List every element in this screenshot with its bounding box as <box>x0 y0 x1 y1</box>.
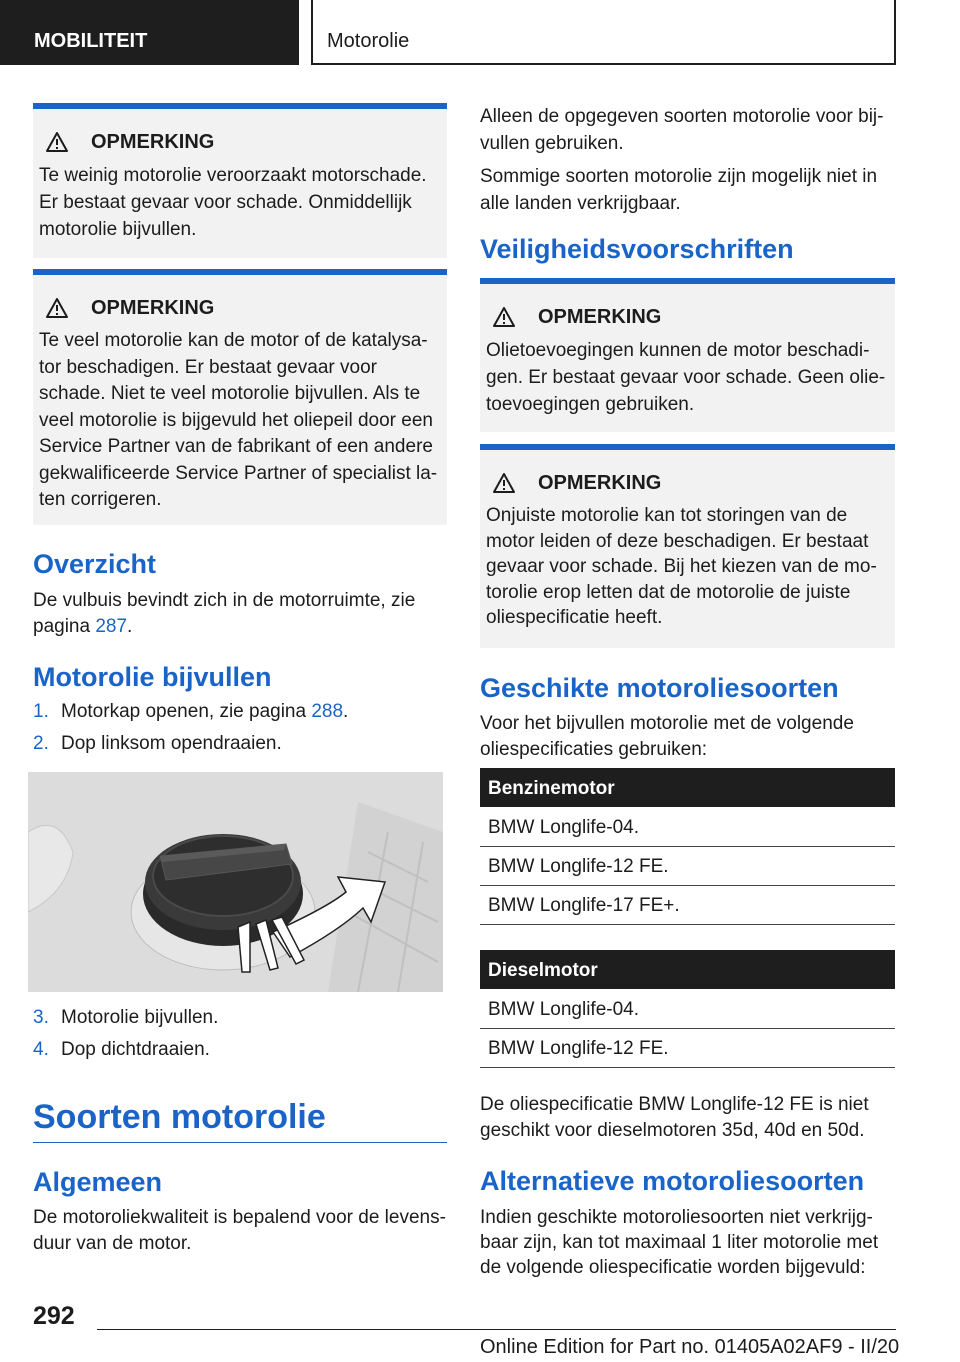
intro-text <box>480 103 883 217</box>
text-line <box>33 614 415 640</box>
note-text-line: oliespecificatie heeft. <box>486 607 663 628</box>
note-text-line: ten corrigeren. <box>39 489 162 510</box>
oil-cap-drawing <box>28 772 443 992</box>
text-line: Voor het bijvullen motorolie met de volgende <box>480 713 854 734</box>
step-text <box>61 701 348 729</box>
heading-motorolie-bijvullen: Motorolie bijvullen <box>33 662 272 692</box>
text-line: de volgende oliespecificatie worden bijgevuld: <box>480 1257 866 1278</box>
note-text-line: gevaar voor schade. Bij het kiezen van de mo- <box>486 556 877 577</box>
heading-geschikte-motoroliesoorten: Geschikte motoroliesoorten <box>480 673 839 703</box>
geschikt-text <box>480 711 854 763</box>
step-4 <box>33 1039 210 1067</box>
text-line: De vulbuis bevindt zich in de motorruimte, zie <box>33 590 416 611</box>
warning-triangle-icon <box>492 306 516 328</box>
text-line: De motoroliekwaliteit is bepalend voor de levens- <box>33 1207 446 1228</box>
note-label: OPMERKING <box>91 130 215 153</box>
table-row: BMW Longlife-12 FE. <box>480 847 895 886</box>
heading-soorten-motorolie: Soorten motorolie <box>33 1098 326 1136</box>
oil-cap-illustration <box>28 772 443 992</box>
table-header-benzinemotor: Benzinemotor <box>480 768 895 807</box>
text-fragment: pagina <box>33 616 96 637</box>
note-text-line: Er bestaat gevaar voor schade. Onmiddellijk <box>39 192 412 213</box>
note-text-line: toevoegingen gebruiken. <box>486 394 695 415</box>
alternatief-text <box>480 1205 878 1280</box>
table-row: BMW Longlife-17 FE+. <box>480 886 895 925</box>
text-line: oliespecificaties gebruiken: <box>480 739 708 760</box>
footer-edition: Online Edition for Part no. 01405A02AF9 - II/20 <box>480 1336 900 1358</box>
text-line: De oliespecificatie BMW Longlife-12 FE is niet <box>480 1094 869 1115</box>
text-fragment: Motorkap openen, zie pagina <box>61 701 312 722</box>
table-row: BMW Longlife-04. <box>480 808 895 847</box>
text-line: duur van de motor. <box>33 1233 192 1254</box>
text-line: geschikt voor dieselmotoren 35d, 40d en 50d. <box>480 1120 865 1141</box>
footer-divider <box>97 1329 896 1330</box>
text-line: Indien geschikte motoroliesoorten niet verkrijg- <box>480 1207 873 1228</box>
note-label: OPMERKING <box>91 296 215 319</box>
note-text-line: Olietoevoegingen kunnen de motor beschadi- <box>486 340 870 361</box>
note-text-line: Te veel motorolie kan de motor of de katalysa- <box>39 330 428 351</box>
note-text-line: gekwalificeerde Service Partner of specialist la- <box>39 462 438 484</box>
warning-note-1 <box>33 103 447 258</box>
text-line: Alleen de opgegeven soorten motorolie voor bij- <box>480 106 884 127</box>
heading-overzicht: Overzicht <box>33 549 157 579</box>
overzicht-text <box>33 588 415 640</box>
text-line: vullen gebruiken. <box>480 133 624 154</box>
step-text: Motorolie bijvullen. <box>61 1007 219 1028</box>
text-line: Sommige soorten motorolie zijn mogelijk niet in <box>480 166 878 187</box>
warning-triangle-icon <box>492 472 516 494</box>
algemeen-text <box>33 1205 446 1257</box>
warning-triangle-icon <box>45 297 69 319</box>
diesel-note-text <box>480 1092 869 1144</box>
warning-triangle-icon <box>45 131 69 153</box>
step-3 <box>33 1007 218 1035</box>
step-text: Dop linksom opendraaien. <box>61 733 282 754</box>
page-link-287[interactable]: 287 <box>95 616 128 637</box>
page-header-title: Motorolie <box>311 0 896 65</box>
text-line: baar zijn, kan tot maximaal 1 liter motorolie met <box>480 1232 879 1253</box>
step-number: 3. <box>33 1007 49 1028</box>
table-header-dieselmotor: Dieselmotor <box>480 950 895 989</box>
note-text-line: torolie erop letten dat de motorolie de juiste <box>486 581 851 603</box>
note-text-line: gen. Er bestaat gevaar voor schade. Geen olie- <box>486 367 886 388</box>
note-text-line: veel motorolie is bijgevuld het oliepeil door een <box>39 409 433 431</box>
text-fragment: . <box>127 616 133 637</box>
step-1 <box>33 701 348 729</box>
page-number: 292 <box>33 1302 75 1330</box>
heading-underline <box>33 1142 447 1143</box>
note-text-line: tor beschadigen. Er bestaat gevaar voor <box>39 356 377 378</box>
table-row: BMW Longlife-12 FE. <box>480 1029 895 1068</box>
note-text-line: motorolie bijvullen. <box>39 219 197 240</box>
note-text-line: Te weinig motorolie veroorzaakt motorschade. <box>39 165 427 186</box>
heading-alternatieve-motoroliesoorten: Alternatieve motoroliesoorten <box>480 1166 865 1196</box>
step-number: 2. <box>33 733 49 754</box>
warning-note-3 <box>480 278 895 432</box>
warning-note-2 <box>33 269 447 525</box>
text-fragment: . <box>343 701 349 722</box>
heading-algemeen: Algemeen <box>33 1167 163 1197</box>
heading-veiligheidsvoorschriften: Veiligheidsvoorschriften <box>480 234 794 264</box>
warning-note-4 <box>480 444 895 648</box>
step-2 <box>33 733 282 761</box>
note-text-line: Onjuiste motorolie kan tot storingen van de <box>486 505 848 526</box>
step-number: 1. <box>33 701 49 722</box>
note-text-line: schade. Niet te veel motorolie bijvullen. Als te <box>39 383 421 404</box>
step-number: 4. <box>33 1039 49 1060</box>
page-link-288[interactable]: 288 <box>311 701 344 722</box>
note-label: OPMERKING <box>538 471 662 494</box>
note-label: OPMERKING <box>538 305 662 328</box>
text-line: alle landen verkrijgbaar. <box>480 193 681 214</box>
section-tab: MOBILITEIT <box>0 0 299 65</box>
table-row: BMW Longlife-04. <box>480 990 895 1029</box>
step-text: Dop dichtdraaien. <box>61 1039 210 1060</box>
note-text-line: motor leiden of deze beschadigen. Er bestaat <box>486 530 869 552</box>
note-text-line: Service Partner van de fabrikant of een andere <box>39 436 433 457</box>
